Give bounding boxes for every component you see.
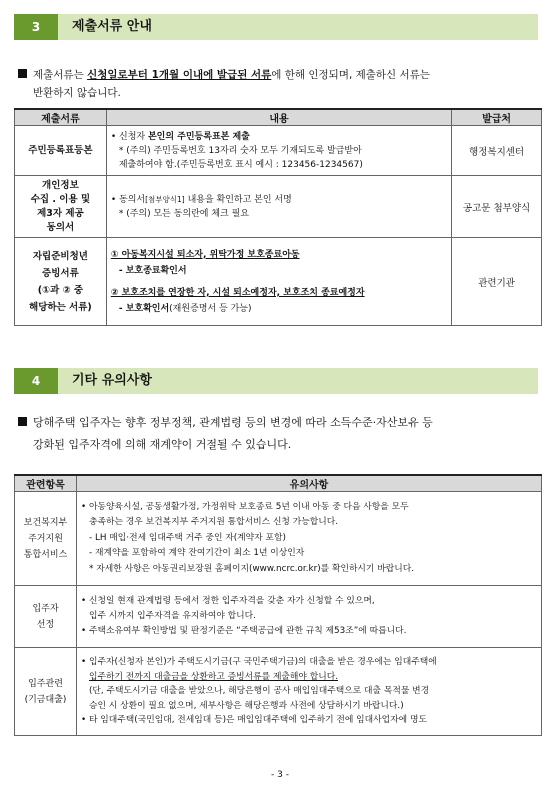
- doc-issuer: 공고문 첨부양식: [452, 176, 542, 238]
- table-header-row: [15, 475, 542, 492]
- note-item: 입주관련 (기금대출): [15, 648, 77, 736]
- note-item: 입주자 선정: [15, 586, 77, 648]
- doc-issuer: 관련기관: [452, 238, 542, 326]
- column-header: 관련항목: [15, 475, 77, 492]
- column-header: 제출서류: [15, 109, 107, 126]
- table-row: [15, 586, 542, 648]
- table-row: [15, 238, 542, 326]
- section-4-intro: 당해주택 입주자는 향후 정부정책, 관계법령 등의 변경에 따라 소득수준·자산보유 등 강화된 입주자격에 의해 재계약이 거절될 수 있습니다.: [18, 412, 542, 456]
- column-header: 발급처: [452, 109, 542, 126]
- doc-name: 개인정보 수집 . 이용 및 제3자 제공 동의서: [15, 176, 107, 238]
- doc-name: 주민등록표등본: [15, 126, 107, 176]
- doc-content: • 신청자 본인의 주민등록표본 제출 * (주의) 주민등록번호 13자리 숫자 모두 기재되도록 발급받아 제출하여야 함.(주민등록번호 표시 예시 : 123456-1234567): [106, 126, 451, 176]
- note-item: 보건복지부 주거지원 통합서비스: [15, 492, 77, 586]
- note-content: • 아동양육시설, 공동생활가정, 가정위탁 보호종료 5년 이내 아동 중 다음 사항을 모두 충족하는 경우 보건복지부 주거지원 통합서비스 신청 가능합니다. - LH 매입·전세 임대주택 거주 중인 자(계약자 포함) - 재계약을 포함하여 계약 잔여기간이 최소 1년 이상인자 * 자세한 사항은 아동권리보장원 홈페이지(www.ncrc.or.kr)를 확인하시기 바랍니다.: [77, 492, 542, 586]
- section-4-number: 4: [14, 368, 58, 394]
- page-number: - 3 -: [271, 770, 289, 780]
- documents-table: [14, 108, 542, 326]
- table-header-row: [15, 109, 542, 126]
- square-bullet-icon: [18, 69, 27, 78]
- column-header: 내용: [106, 109, 451, 126]
- note-content: • 신청일 현재 관계법령 등에서 정한 입주자격을 갖춘 자가 신청할 수 있으며, 입주 시까지 입주자격을 유지하여야 합니다. • 주택소유여부 확인방법 및 판정기준은 “주택공급에 관한 규칙 제53조”에 따릅니다.: [77, 586, 542, 648]
- section-4-title: 기타 유의사항: [72, 373, 152, 388]
- table-row: [15, 126, 542, 176]
- square-bullet-icon: [18, 417, 27, 426]
- section-3-header: [14, 14, 538, 40]
- doc-issuer: 행정복지센터: [452, 126, 542, 176]
- doc-name: 자립준비청년 증빙서류 (①과 ② 중 해당하는 서류): [15, 238, 107, 326]
- table-row: [15, 648, 542, 736]
- notes-table: [14, 474, 542, 736]
- note-content: • 입주자(신청자 본인)가 주택도시기금(구 국민주택기금)의 대출을 받은 경우에는 임대주택에 입주하기 전까지 대출금을 상환하고 증빙서류를 제출해야 합니다. (단, 주택도시기금 대출을 받았으나, 해당은행이 공사 매입임대주택으로 대출 목적물 변경 승인 시 상환이 필요 없으며, 세부사항은 해당은행과 사전에 상담하시기 바랍니다.) • 타 임대주택(국민임대, 전세임대 등)은 매입임대주택에 입주하기 전에 임대사업자에 명도: [77, 648, 542, 736]
- doc-content: • 동의서[첨부양식1] 내용을 확인하고 본인 서명 * (주의) 모든 동의란에 체크 필요: [106, 176, 451, 238]
- doc-content: ① 아동복지시설 퇴소자, 위탁가정 보호종료아동 - 보호종료확인서 ② 보호조치를 연장한 자, 시설 퇴소예정자, 보호조치 종료예정자 - 보호확인서(재원증명서 등 가능): [106, 238, 451, 326]
- section-3-number: 3: [14, 14, 58, 40]
- column-header: 유의사항: [77, 475, 542, 492]
- section-4-header: [14, 368, 538, 394]
- section-3-intro: 제출서류는 신청일로부터 1개월 이내에 발급된 서류에 한해 인정되며, 제출하신 서류는 반환하지 않습니다.: [18, 66, 542, 102]
- table-row: [15, 492, 542, 586]
- section-3-title: 제출서류 안내: [72, 19, 152, 34]
- table-row: [15, 176, 542, 238]
